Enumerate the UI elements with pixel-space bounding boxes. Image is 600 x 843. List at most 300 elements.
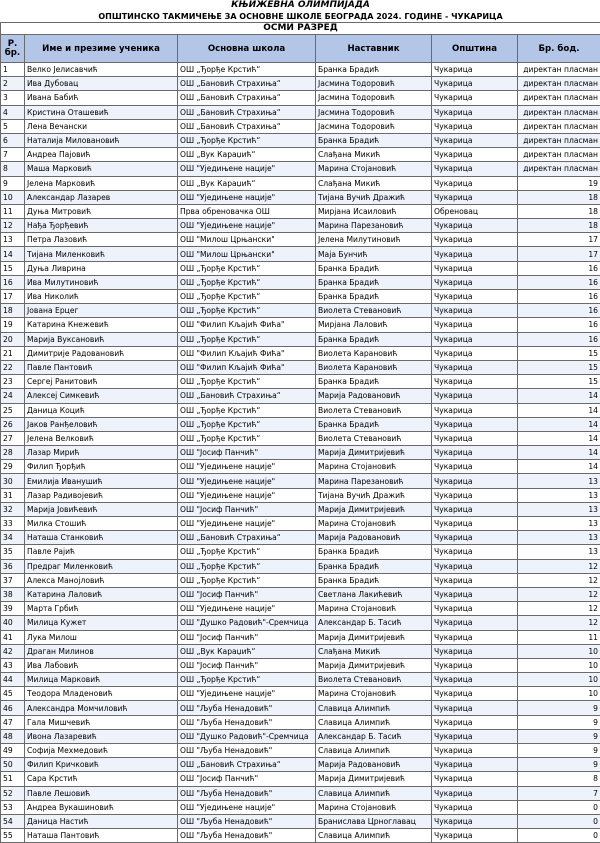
cell-teacher: Бранка Брадић — [316, 573, 432, 587]
cell-municipality: Чукарица — [432, 360, 518, 374]
cell-name: Предраг Миленковић — [25, 559, 178, 573]
cell-name: Велко Јелисавчић — [25, 63, 178, 77]
cell-score: директан пласман — [518, 91, 600, 105]
cell-name: Гала Мишчевић — [25, 715, 178, 729]
cell-score: 16 — [518, 304, 600, 318]
cell-municipality: Чукарица — [432, 772, 518, 786]
cell-municipality: Чукарица — [432, 119, 518, 133]
table-row — [1, 687, 600, 701]
cell-rb: 51 — [1, 772, 25, 786]
cell-score: 12 — [518, 559, 600, 573]
cell-score: 15 — [518, 375, 600, 389]
table-row — [1, 502, 600, 516]
cell-name: Петра Лазовић — [25, 233, 178, 247]
cell-school: ОШ "Уједињене нације" — [178, 219, 316, 233]
cell-rb: 36 — [1, 559, 25, 573]
grade-heading: ОСМИ РАЗРЕД — [1, 23, 600, 35]
cell-score: 12 — [518, 602, 600, 616]
cell-score: 14 — [518, 417, 600, 431]
cell-teacher: Марија Димитријевић — [316, 772, 432, 786]
cell-teacher: Марија Радовановић — [316, 531, 432, 545]
cell-name: Катарина Кнежевић — [25, 318, 178, 332]
cell-score: директан пласман — [518, 148, 600, 162]
cell-score: 9 — [518, 744, 600, 758]
cell-rb: 2 — [1, 77, 25, 91]
cell-school: ОШ „Ђорђе Крстић“ — [178, 275, 316, 289]
table-row — [1, 559, 600, 573]
table-row — [1, 545, 600, 559]
cell-score: 10 — [518, 658, 600, 672]
page-title: КЊИЖЕВНА ОЛИМПИЈАДА — [1, 0, 600, 11]
cell-rb: 21 — [1, 346, 25, 360]
cell-municipality: Чукарица — [432, 275, 518, 289]
cell-name: Ивана Бабић — [25, 91, 178, 105]
cell-municipality: Чукарица — [432, 162, 518, 176]
cell-rb: 10 — [1, 190, 25, 204]
cell-name: Ива Лабовић — [25, 658, 178, 672]
cell-score: 14 — [518, 403, 600, 417]
cell-teacher: Марина Парезановић — [316, 219, 432, 233]
cell-school: ОШ "Душко Радовић"-Сремчица — [178, 616, 316, 630]
cell-teacher: Виолета Стевановић — [316, 304, 432, 318]
cell-name: Милка Стошић — [25, 517, 178, 531]
cell-score: 9 — [518, 729, 600, 743]
cell-school: ОШ „Ђорђе Крстић“ — [178, 133, 316, 147]
cell-teacher: Марина Парезановић — [316, 474, 432, 488]
cell-rb: 41 — [1, 630, 25, 644]
cell-municipality: Чукарица — [432, 814, 518, 828]
cell-school: ОШ "Филип Кљајић Фића" — [178, 360, 316, 374]
cell-score: 10 — [518, 673, 600, 687]
header-name: Име и презиме ученика — [25, 35, 178, 63]
cell-school: ОШ „Ђорђе Крстић“ — [178, 545, 316, 559]
cell-school: ОШ „Ђорђе Крстић“ — [178, 261, 316, 275]
cell-teacher: Славица Алимпић — [316, 829, 432, 843]
cell-municipality: Чукарица — [432, 673, 518, 687]
cell-school: ОШ „Бановић Страхиња“ — [178, 531, 316, 545]
cell-name: Марија Вуксановић — [25, 332, 178, 346]
cell-name: Марта Грбић — [25, 602, 178, 616]
cell-teacher: Јасмина Тодоровић — [316, 119, 432, 133]
cell-teacher: Марина Стојановић — [316, 800, 432, 814]
cell-score: 0 — [518, 800, 600, 814]
table-row — [1, 517, 600, 531]
cell-teacher: Тијана Вучић Дражић — [316, 190, 432, 204]
table-row — [1, 119, 600, 133]
table-row — [1, 630, 600, 644]
cell-school: ОШ "Уједињене нације" — [178, 602, 316, 616]
cell-municipality: Чукарица — [432, 715, 518, 729]
cell-name: Јаков Ранђеловић — [25, 417, 178, 431]
table-row — [1, 261, 600, 275]
cell-name: Јелена Марковић — [25, 176, 178, 190]
cell-school: ОШ "Јосиф Панчић" — [178, 772, 316, 786]
cell-rb: 4 — [1, 105, 25, 119]
cell-teacher: Бранка Брадић — [316, 275, 432, 289]
cell-teacher: Јелена Милутиновић — [316, 233, 432, 247]
cell-name: Емилија Иванушић — [25, 474, 178, 488]
cell-teacher: Маја Бунчић — [316, 247, 432, 261]
cell-school: ОШ "Јосиф Панчић" — [178, 587, 316, 601]
cell-name: Алексеј Симкевић — [25, 389, 178, 403]
cell-school: ОШ "Јосиф Панчић" — [178, 658, 316, 672]
cell-rb: 32 — [1, 502, 25, 516]
cell-teacher: Виолета Карановић — [316, 360, 432, 374]
cell-score: 10 — [518, 644, 600, 658]
cell-score: 13 — [518, 502, 600, 516]
cell-name: Јована Ерцег — [25, 304, 178, 318]
cell-municipality: Чукарица — [432, 744, 518, 758]
cell-municipality: Чукарица — [432, 332, 518, 346]
cell-rb: 7 — [1, 148, 25, 162]
cell-municipality: Чукарица — [432, 63, 518, 77]
cell-municipality: Чукарица — [432, 602, 518, 616]
cell-score: 9 — [518, 715, 600, 729]
table-row — [1, 360, 600, 374]
cell-municipality: Чукарица — [432, 474, 518, 488]
cell-name: Милица Марковић — [25, 673, 178, 687]
table-row — [1, 162, 600, 176]
cell-rb: 27 — [1, 431, 25, 445]
cell-school: ОШ „Ђорђе Крстић“ — [178, 417, 316, 431]
table-row — [1, 602, 600, 616]
table-row — [1, 346, 600, 360]
cell-municipality: Чукарица — [432, 190, 518, 204]
cell-teacher: Виолета Стевановић — [316, 673, 432, 687]
cell-rb: 54 — [1, 814, 25, 828]
cell-name: Милица Кужет — [25, 616, 178, 630]
cell-name: Андреа Пајовић — [25, 148, 178, 162]
cell-teacher: Бранка Брадић — [316, 559, 432, 573]
cell-municipality: Чукарица — [432, 658, 518, 672]
cell-score: 13 — [518, 531, 600, 545]
cell-municipality: Чукарица — [432, 375, 518, 389]
cell-teacher: Марина Стојановић — [316, 460, 432, 474]
cell-teacher: Јасмина Тодоровић — [316, 91, 432, 105]
cell-school: ОШ „Бановић Страхиња“ — [178, 91, 316, 105]
cell-rb: 35 — [1, 545, 25, 559]
table-row — [1, 233, 600, 247]
cell-score: 9 — [518, 758, 600, 772]
cell-school: ОШ "Филип Кљајић Фића" — [178, 318, 316, 332]
table-row — [1, 644, 600, 658]
cell-rb: 39 — [1, 602, 25, 616]
cell-name: Дуња Ливрина — [25, 261, 178, 275]
table-row — [1, 800, 600, 814]
table-row — [1, 701, 600, 715]
cell-teacher: Марија Димитријевић — [316, 502, 432, 516]
cell-score: 13 — [518, 474, 600, 488]
cell-teacher: Марија Радовановић — [316, 389, 432, 403]
cell-municipality: Чукарица — [432, 829, 518, 843]
cell-school: ОШ „Вук Караџић“ — [178, 644, 316, 658]
cell-teacher: Мирјана Лаловић — [316, 318, 432, 332]
cell-rb: 9 — [1, 176, 25, 190]
table-row — [1, 290, 600, 304]
cell-rb: 43 — [1, 658, 25, 672]
cell-rb: 18 — [1, 304, 25, 318]
cell-rb: 16 — [1, 275, 25, 289]
cell-teacher: Александар Б. Тасић — [316, 616, 432, 630]
table-row — [1, 375, 600, 389]
table-row — [1, 431, 600, 445]
cell-rb: 45 — [1, 687, 25, 701]
cell-score: 17 — [518, 247, 600, 261]
cell-municipality: Чукарица — [432, 517, 518, 531]
cell-rb: 1 — [1, 63, 25, 77]
cell-teacher: Бранка Брадић — [316, 545, 432, 559]
cell-teacher: Бранислава Црноглавац — [316, 814, 432, 828]
cell-name: Павле Пантовић — [25, 360, 178, 374]
cell-score: 17 — [518, 233, 600, 247]
cell-rb: 25 — [1, 403, 25, 417]
table-row — [1, 786, 600, 800]
cell-municipality: Чукарица — [432, 687, 518, 701]
cell-score: 14 — [518, 446, 600, 460]
cell-rb: 47 — [1, 715, 25, 729]
cell-school: ОШ "Јосиф Панчић" — [178, 630, 316, 644]
cell-teacher: Слађана Микић — [316, 644, 432, 658]
cell-score: 16 — [518, 261, 600, 275]
cell-school: ОШ „Бановић Страхиња“ — [178, 77, 316, 91]
cell-rb: 12 — [1, 219, 25, 233]
cell-name: Филип Ђорђић — [25, 460, 178, 474]
cell-name: Александар Лазарев — [25, 190, 178, 204]
table-row — [1, 304, 600, 318]
cell-municipality: Чукарица — [432, 133, 518, 147]
cell-score: 14 — [518, 431, 600, 445]
table-row — [1, 829, 600, 843]
cell-municipality: Чукарица — [432, 616, 518, 630]
cell-school: ОШ „Ђорђе Крстић“ — [178, 431, 316, 445]
cell-municipality: Чукарица — [432, 105, 518, 119]
cell-rb: 8 — [1, 162, 25, 176]
header-rb: Р. бр. — [1, 35, 25, 63]
cell-municipality: Чукарица — [432, 431, 518, 445]
cell-teacher: Марина Стојановић — [316, 517, 432, 531]
table-row — [1, 758, 600, 772]
cell-municipality: Чукарица — [432, 701, 518, 715]
cell-school: ОШ "Јосиф Панчић" — [178, 502, 316, 516]
cell-rb: 49 — [1, 744, 25, 758]
cell-municipality: Чукарица — [432, 77, 518, 91]
cell-municipality: Чукарица — [432, 233, 518, 247]
table-row — [1, 417, 600, 431]
cell-school: ОШ "Филип Кљајић Фића" — [178, 346, 316, 360]
table-row — [1, 587, 600, 601]
cell-score: 19 — [518, 176, 600, 190]
cell-score: 14 — [518, 389, 600, 403]
table-row — [1, 133, 600, 147]
cell-school: ОШ „Бановић Страхиња“ — [178, 105, 316, 119]
cell-score: 13 — [518, 545, 600, 559]
table-row — [1, 148, 600, 162]
cell-name: Ивона Лазаревић — [25, 729, 178, 743]
cell-name: Лена Вечански — [25, 119, 178, 133]
cell-school: ОШ "Јосиф Панчић" — [178, 446, 316, 460]
table-row — [1, 77, 600, 91]
table-row — [1, 275, 600, 289]
cell-municipality: Чукарица — [432, 247, 518, 261]
cell-municipality: Чукарица — [432, 148, 518, 162]
table-row — [1, 474, 600, 488]
cell-score: 16 — [518, 290, 600, 304]
cell-rb: 42 — [1, 644, 25, 658]
cell-rb: 38 — [1, 587, 25, 601]
cell-school: ОШ „Бановић Страхиња“ — [178, 758, 316, 772]
cell-score: директан пласман — [518, 162, 600, 176]
table-row — [1, 219, 600, 233]
cell-teacher: Бранка Брадић — [316, 332, 432, 346]
cell-rb: 55 — [1, 829, 25, 843]
cell-score: 8 — [518, 772, 600, 786]
cell-rb: 17 — [1, 290, 25, 304]
cell-rb: 15 — [1, 261, 25, 275]
cell-teacher: Бранка Брадић — [316, 417, 432, 431]
table-row — [1, 772, 600, 786]
cell-school: ОШ "Љуба Ненадовић" — [178, 701, 316, 715]
cell-score: 7 — [518, 786, 600, 800]
cell-name: Филип Кричковић — [25, 758, 178, 772]
cell-school: ОШ "Уједињене нације" — [178, 687, 316, 701]
cell-municipality: Чукарица — [432, 176, 518, 190]
cell-municipality: Чукарица — [432, 786, 518, 800]
cell-teacher: Виолета Карановић — [316, 346, 432, 360]
cell-score: 13 — [518, 517, 600, 531]
cell-school: ОШ „Ђорђе Крстић“ — [178, 63, 316, 77]
cell-teacher: Светлана Лакићевић — [316, 587, 432, 601]
cell-score: 12 — [518, 587, 600, 601]
cell-teacher: Марина Стојановић — [316, 162, 432, 176]
cell-municipality: Чукарица — [432, 403, 518, 417]
cell-score: 16 — [518, 318, 600, 332]
cell-teacher: Александар Б. Тасић — [316, 729, 432, 743]
cell-teacher: Марина Стојановић — [316, 602, 432, 616]
cell-name: Сара Крстић — [25, 772, 178, 786]
cell-rb: 19 — [1, 318, 25, 332]
cell-teacher: Виолета Стевановић — [316, 403, 432, 417]
cell-rb: 31 — [1, 488, 25, 502]
cell-score: 16 — [518, 332, 600, 346]
cell-municipality: Чукарица — [432, 91, 518, 105]
cell-teacher: Бранка Брадић — [316, 290, 432, 304]
cell-score: 18 — [518, 190, 600, 204]
page-subtitle: ОПШТИНСКО ТАКМИЧЕЊЕ ЗА ОСНОВНЕ ШКОЛЕ БЕОГРАДА 2024. ГОДИНЕ - ЧУКАРИЦА — [1, 11, 600, 23]
cell-teacher: Славица Алимпић — [316, 744, 432, 758]
table-row — [1, 389, 600, 403]
cell-name: Димитрије Радовановић — [25, 346, 178, 360]
cell-name: Нађа Ђорђевић — [25, 219, 178, 233]
cell-name: Павле Рајић — [25, 545, 178, 559]
cell-score: 15 — [518, 360, 600, 374]
cell-rb: 22 — [1, 360, 25, 374]
cell-score: директан пласман — [518, 119, 600, 133]
table-row — [1, 403, 600, 417]
table-row — [1, 63, 600, 77]
cell-school: ОШ „Ђорђе Крстић“ — [178, 673, 316, 687]
cell-name: Лазар Мирић — [25, 446, 178, 460]
cell-school: ОШ „Ђорђе Крстић“ — [178, 403, 316, 417]
cell-school: ОШ „Ђорђе Крстић“ — [178, 559, 316, 573]
cell-rb: 6 — [1, 133, 25, 147]
cell-rb: 26 — [1, 417, 25, 431]
cell-teacher: Јасмина Тодоровић — [316, 77, 432, 91]
cell-rb: 20 — [1, 332, 25, 346]
cell-name: Наталија Миловановић — [25, 133, 178, 147]
cell-score: директан пласман — [518, 133, 600, 147]
table-row — [1, 318, 600, 332]
cell-name: Кристина Оташевић — [25, 105, 178, 119]
cell-name: Даница Настић — [25, 814, 178, 828]
cell-rb: 48 — [1, 729, 25, 743]
cell-rb: 40 — [1, 616, 25, 630]
cell-rb: 13 — [1, 233, 25, 247]
cell-school: ОШ "Уједињене нације" — [178, 190, 316, 204]
cell-rb: 53 — [1, 800, 25, 814]
cell-rb: 37 — [1, 573, 25, 587]
cell-score: директан пласман — [518, 77, 600, 91]
header-school: Основна школа — [178, 35, 316, 63]
cell-school: Прва обреновачка ОШ — [178, 204, 316, 218]
cell-municipality: Чукарица — [432, 290, 518, 304]
cell-rb: 24 — [1, 389, 25, 403]
cell-score: 11 — [518, 630, 600, 644]
cell-municipality: Чукарица — [432, 261, 518, 275]
cell-municipality: Чукарица — [432, 531, 518, 545]
cell-municipality: Чукарица — [432, 502, 518, 516]
table-row — [1, 715, 600, 729]
cell-municipality: Чукарица — [432, 346, 518, 360]
cell-municipality: Чукарица — [432, 644, 518, 658]
cell-municipality: Чукарица — [432, 460, 518, 474]
cell-municipality: Чукарица — [432, 446, 518, 460]
cell-teacher: Марија Димитријевић — [316, 446, 432, 460]
cell-teacher: Бранка Брадић — [316, 133, 432, 147]
table-row — [1, 814, 600, 828]
table-row — [1, 247, 600, 261]
cell-school: ОШ "Уједињене нације" — [178, 488, 316, 502]
cell-name: Лука Милош — [25, 630, 178, 644]
cell-name: Јелена Велковић — [25, 431, 178, 445]
cell-school: ОШ "Уједињене нације" — [178, 474, 316, 488]
cell-municipality: Чукарица — [432, 559, 518, 573]
cell-municipality: Чукарица — [432, 573, 518, 587]
cell-school: ОШ „Ђорђе Крстић“ — [178, 290, 316, 304]
table-row — [1, 616, 600, 630]
cell-name: Лазар Радивојевић — [25, 488, 178, 502]
cell-school: ОШ „Ђорђе Крстић“ — [178, 375, 316, 389]
cell-rb: 11 — [1, 204, 25, 218]
cell-name: Наташа Пантовић — [25, 829, 178, 843]
cell-municipality: Чукарица — [432, 318, 518, 332]
cell-rb: 34 — [1, 531, 25, 545]
cell-teacher: Бранка Брадић — [316, 261, 432, 275]
cell-score: 9 — [518, 701, 600, 715]
cell-rb: 52 — [1, 786, 25, 800]
table-row — [1, 744, 600, 758]
cell-name: Ива Николић — [25, 290, 178, 304]
cell-score: 0 — [518, 814, 600, 828]
cell-teacher: Тијана Вучић Дражић — [316, 488, 432, 502]
cell-teacher: Виолета Стевановић — [316, 431, 432, 445]
cell-school: ОШ "Уједињене нације" — [178, 460, 316, 474]
cell-teacher: Марија Димитријевић — [316, 630, 432, 644]
column-header-row — [1, 35, 600, 63]
table-row — [1, 105, 600, 119]
cell-name: Александра Момчиловић — [25, 701, 178, 715]
cell-teacher: Бранка Брадић — [316, 63, 432, 77]
cell-name: Тијана Миленковић — [25, 247, 178, 261]
